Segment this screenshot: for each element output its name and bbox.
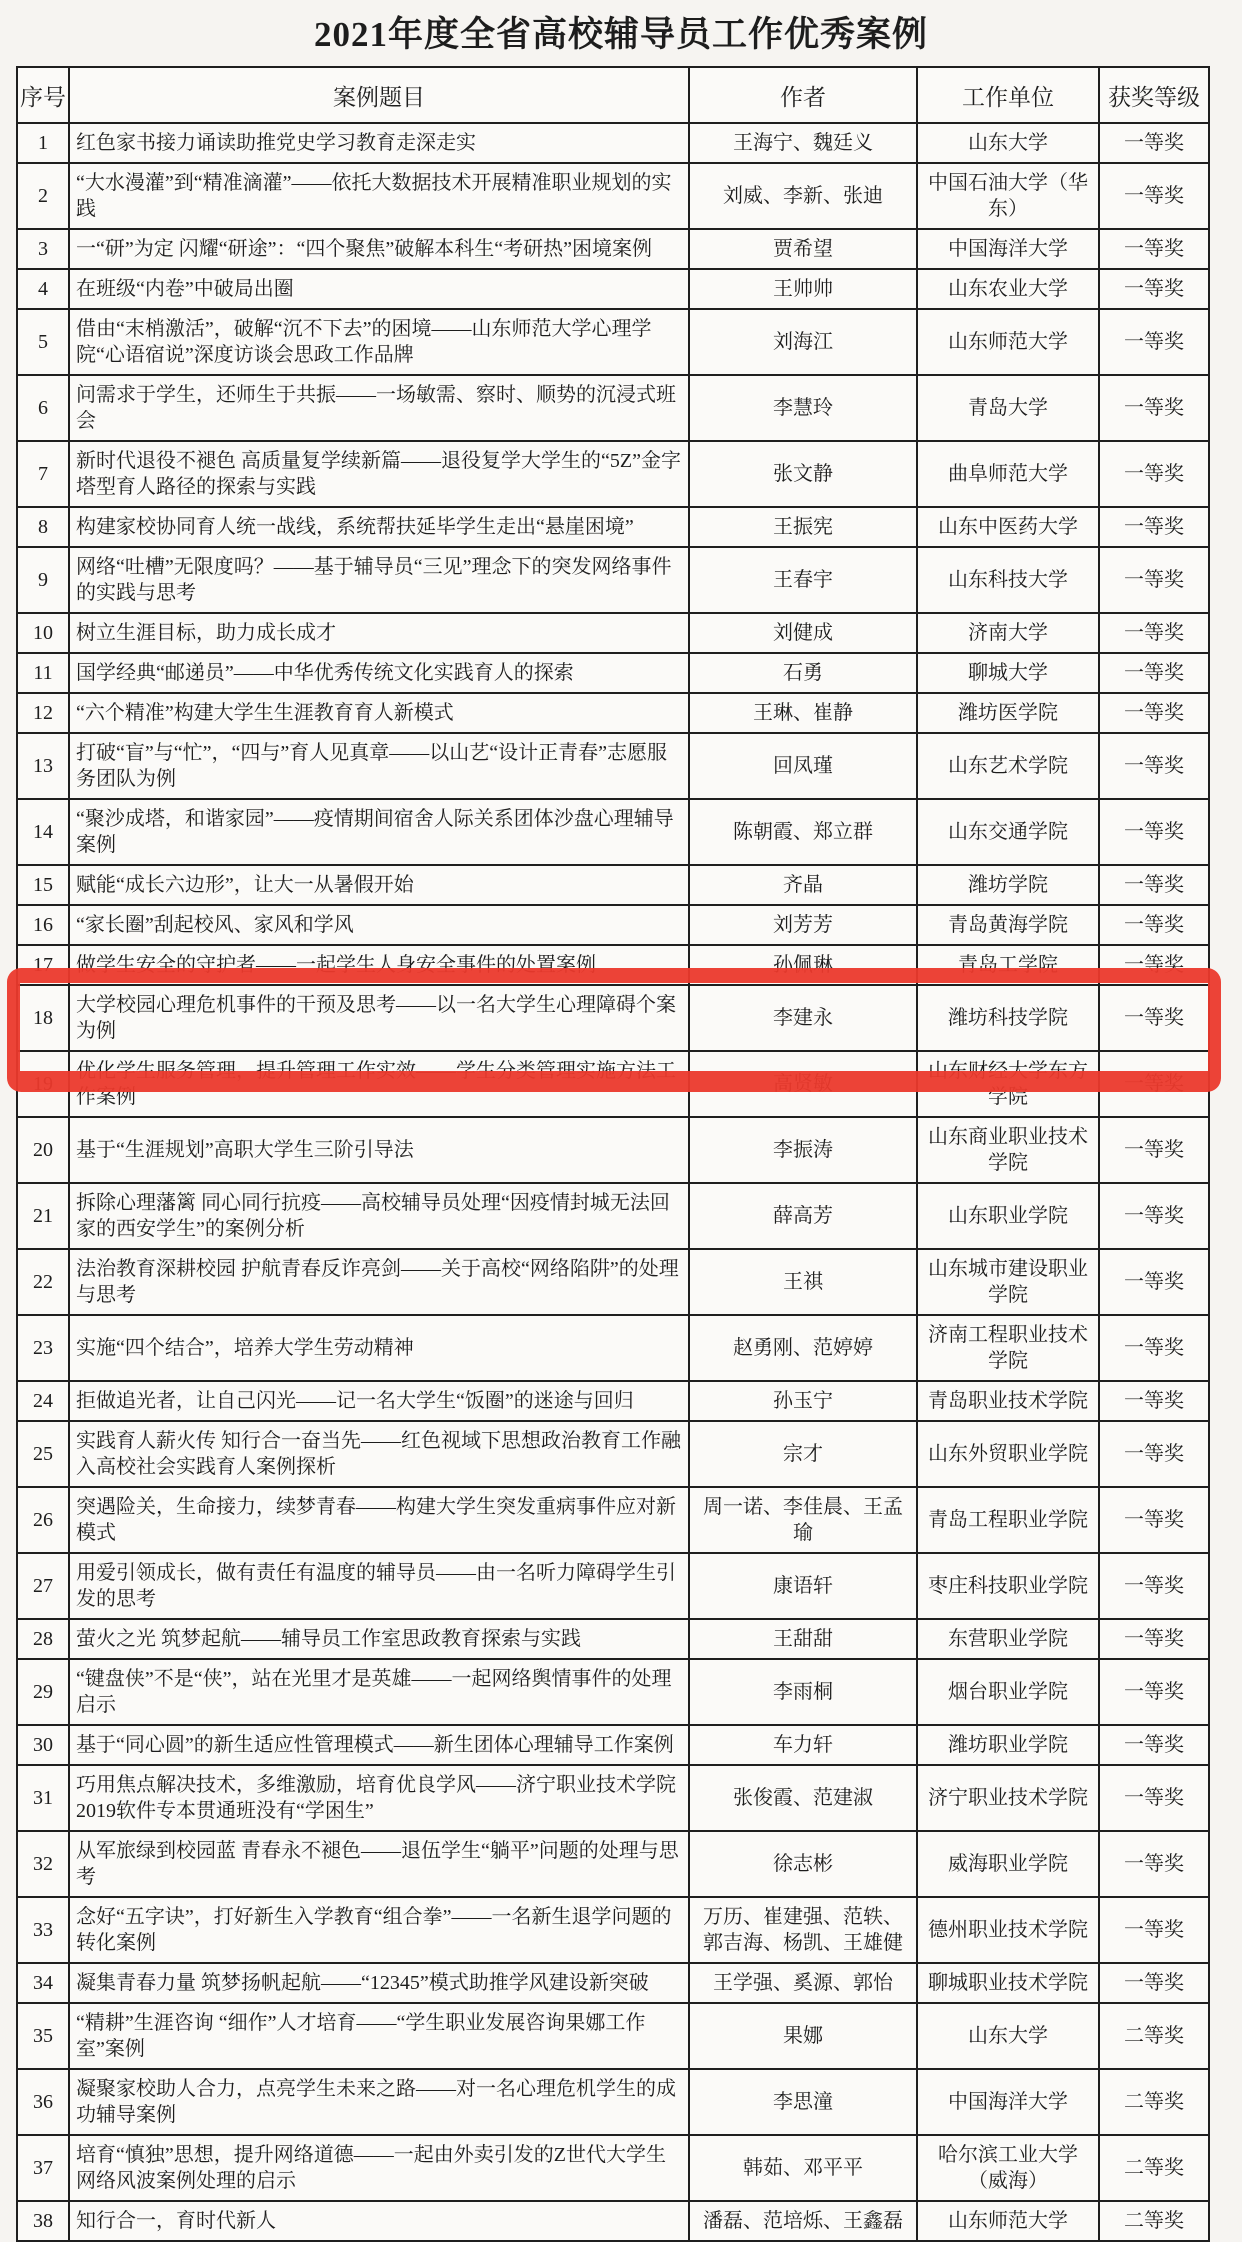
award-cell: 一等奖 [1099, 309, 1209, 375]
unit-cell: 青岛职业技术学院 [917, 1381, 1099, 1421]
row-no-cell: 19 [17, 1051, 69, 1117]
case-title-cell: 从军旅绿到校园蓝 青春永不褪色——退伍学生“躺平”问题的处理与思考 [69, 1831, 689, 1897]
row-no-cell: 24 [17, 1381, 69, 1421]
row-no-cell: 14 [17, 799, 69, 865]
award-cell: 一等奖 [1099, 1831, 1209, 1897]
award-cell: 一等奖 [1099, 905, 1209, 945]
author-cell: 王学强、奚源、郭怡 [689, 1963, 917, 2003]
unit-cell: 青岛黄海学院 [917, 905, 1099, 945]
author-cell: 王甜甜 [689, 1619, 917, 1659]
award-cell: 一等奖 [1099, 1659, 1209, 1725]
table-row [17, 1553, 1209, 1619]
award-cell: 一等奖 [1099, 123, 1209, 163]
award-cell: 一等奖 [1099, 163, 1209, 229]
award-cell: 一等奖 [1099, 229, 1209, 269]
author-cell: 刘威、李新、张迪 [689, 163, 917, 229]
column-header-unit: 工作单位 [917, 67, 1099, 123]
table-row [17, 1051, 1209, 1117]
award-cell: 一等奖 [1099, 985, 1209, 1051]
author-cell: 王琳、崔静 [689, 693, 917, 733]
row-no-cell: 29 [17, 1659, 69, 1725]
author-cell: 韩茹、邓平平 [689, 2135, 917, 2201]
table-row [17, 2003, 1209, 2069]
table-row [17, 905, 1209, 945]
unit-cell: 山东艺术学院 [917, 733, 1099, 799]
table-row [17, 2069, 1209, 2135]
award-cell: 一等奖 [1099, 269, 1209, 309]
unit-cell: 青岛大学 [917, 375, 1099, 441]
case-title-cell: “键盘侠”不是“侠”，站在光里才是英雄——一起网络舆情事件的处理启示 [69, 1659, 689, 1725]
award-cell: 一等奖 [1099, 1487, 1209, 1553]
unit-cell: 山东职业学院 [917, 1183, 1099, 1249]
author-cell: 徐志彬 [689, 1831, 917, 1897]
unit-cell: 山东农业大学 [917, 269, 1099, 309]
award-cell: 一等奖 [1099, 1619, 1209, 1659]
row-no-cell: 2 [17, 163, 69, 229]
unit-cell: 山东外贸职业学院 [917, 1421, 1099, 1487]
row-no-cell: 20 [17, 1117, 69, 1183]
table-row [17, 1963, 1209, 2003]
award-cell: 一等奖 [1099, 1381, 1209, 1421]
unit-cell: 山东师范大学 [917, 2201, 1099, 2241]
table-header-row [17, 67, 1209, 123]
table-row [17, 1619, 1209, 1659]
row-no-cell: 12 [17, 693, 69, 733]
row-no-cell: 28 [17, 1619, 69, 1659]
unit-cell: 山东大学 [917, 123, 1099, 163]
page-title: 2021年度全省高校辅导员工作优秀案例 [313, 15, 928, 54]
unit-cell: 潍坊科技学院 [917, 985, 1099, 1051]
row-no-cell: 27 [17, 1553, 69, 1619]
author-cell: 宗才 [689, 1421, 917, 1487]
author-cell: 赵勇刚、范婷婷 [689, 1315, 917, 1381]
row-no-cell: 4 [17, 269, 69, 309]
unit-cell: 威海职业学院 [917, 1831, 1099, 1897]
award-cell: 一等奖 [1099, 693, 1209, 733]
table-row [17, 1421, 1209, 1487]
case-title-cell: 法治教育深耕校园 护航青春反诈亮剑——关于高校“网络陷阱”的处理与思考 [69, 1249, 689, 1315]
table-row [17, 1249, 1209, 1315]
award-cell: 一等奖 [1099, 1249, 1209, 1315]
cases-table [16, 66, 1210, 2242]
table-row [17, 123, 1209, 163]
award-cell: 一等奖 [1099, 1963, 1209, 2003]
table-row-highlighted [17, 985, 1209, 1051]
author-cell: 张文静 [689, 441, 917, 507]
column-header-index: 序号 [17, 67, 69, 123]
row-no-cell: 38 [17, 2201, 69, 2241]
award-cell: 二等奖 [1099, 2003, 1209, 2069]
case-title-cell: 赋能“成长六边形”，让大一从暑假开始 [69, 865, 689, 905]
case-title-cell: 树立生涯目标，助力成长成才 [69, 613, 689, 653]
case-title-cell: 一“研”为定 闪耀“研途”：“四个聚焦”破解本科生“考研热”困境案例 [69, 229, 689, 269]
award-cell: 一等奖 [1099, 1897, 1209, 1963]
row-no-cell: 33 [17, 1897, 69, 1963]
author-cell: 孙佩琳 [689, 945, 917, 985]
case-title-cell: 用爱引领成长，做有责任有温度的辅导员——由一名听力障碍学生引发的思考 [69, 1553, 689, 1619]
case-title-cell: 网络“吐槽”无限度吗？——基于辅导员“三见”理念下的突发网络事件的实践与思考 [69, 547, 689, 613]
unit-cell: 济南工程职业技术学院 [917, 1315, 1099, 1381]
unit-cell: 德州职业技术学院 [917, 1897, 1099, 1963]
case-title-cell: 在班级“内卷”中破局出圈 [69, 269, 689, 309]
author-cell: 潘磊、范培烁、王鑫磊 [689, 2201, 917, 2241]
unit-cell: 山东交通学院 [917, 799, 1099, 865]
author-cell: 陈朝霞、郑立群 [689, 799, 917, 865]
unit-cell: 潍坊医学院 [917, 693, 1099, 733]
table-row [17, 1117, 1209, 1183]
table-row [17, 865, 1209, 905]
table-row [17, 1315, 1209, 1381]
table-row [17, 1659, 1209, 1725]
award-cell: 一等奖 [1099, 1553, 1209, 1619]
row-no-cell: 31 [17, 1765, 69, 1831]
award-cell: 一等奖 [1099, 1051, 1209, 1117]
unit-cell: 山东师范大学 [917, 309, 1099, 375]
table-row [17, 1897, 1209, 1963]
table-row [17, 1381, 1209, 1421]
author-cell: 王祺 [689, 1249, 917, 1315]
table-row [17, 1487, 1209, 1553]
table-row [17, 309, 1209, 375]
row-no-cell: 26 [17, 1487, 69, 1553]
case-title-cell: 问需求于学生，还师生于共振——一场敏需、察时、顺势的沉浸式班会 [69, 375, 689, 441]
row-no-cell: 1 [17, 123, 69, 163]
author-cell: 石勇 [689, 653, 917, 693]
author-cell: 李慧玲 [689, 375, 917, 441]
award-cell: 一等奖 [1099, 653, 1209, 693]
case-title-cell: 凝集青春力量 筑梦扬帆起航——“12345”模式助推学风建设新突破 [69, 1963, 689, 2003]
author-cell: 万历、崔建强、范轶、郭吉海、杨凯、王雄健 [689, 1897, 917, 1963]
case-title-cell: 念好“五字诀”，打好新生入学教育“组合拳”——一名新生退学问题的转化案例 [69, 1897, 689, 1963]
table-row [17, 441, 1209, 507]
case-title-cell: 凝聚家校助人合力，点亮学生未来之路——对一名心理危机学生的成功辅导案例 [69, 2069, 689, 2135]
table-body [17, 123, 1209, 2241]
unit-cell: 枣庄科技职业学院 [917, 1553, 1099, 1619]
column-header-title: 案例题目 [69, 67, 689, 123]
unit-cell: 山东科技大学 [917, 547, 1099, 613]
row-no-cell: 3 [17, 229, 69, 269]
case-title-cell: “大水漫灌”到“精准滴灌”——依托大数据技术开展精准职业规划的实践 [69, 163, 689, 229]
award-cell: 一等奖 [1099, 1315, 1209, 1381]
row-no-cell: 36 [17, 2069, 69, 2135]
table-row [17, 653, 1209, 693]
award-cell: 一等奖 [1099, 1183, 1209, 1249]
unit-cell: 青岛工学院 [917, 945, 1099, 985]
unit-cell: 青岛工程职业学院 [917, 1487, 1099, 1553]
row-no-cell: 34 [17, 1963, 69, 2003]
row-no-cell: 5 [17, 309, 69, 375]
table-row [17, 269, 1209, 309]
award-cell: 一等奖 [1099, 865, 1209, 905]
row-no-cell: 21 [17, 1183, 69, 1249]
case-title-cell: 知行合一，育时代新人 [69, 2201, 689, 2241]
unit-cell: 山东商业职业技术学院 [917, 1117, 1099, 1183]
case-title-cell: 突遇险关，生命接力，续梦青春——构建大学生突发重病事件应对新模式 [69, 1487, 689, 1553]
case-title-cell: 国学经典“邮递员”——中华优秀传统文化实践育人的探索 [69, 653, 689, 693]
table-row [17, 1183, 1209, 1249]
award-cell: 二等奖 [1099, 2069, 1209, 2135]
row-no-cell: 18 [17, 985, 69, 1051]
unit-cell: 济宁职业技术学院 [917, 1765, 1099, 1831]
author-cell: 果娜 [689, 2003, 917, 2069]
row-no-cell: 10 [17, 613, 69, 653]
author-cell: 回凤瑾 [689, 733, 917, 799]
author-cell: 王帅帅 [689, 269, 917, 309]
column-header-award: 获奖等级 [1099, 67, 1209, 123]
unit-cell: 聊城大学 [917, 653, 1099, 693]
author-cell: 刘健成 [689, 613, 917, 653]
award-cell: 一等奖 [1099, 441, 1209, 507]
award-cell: 一等奖 [1099, 733, 1209, 799]
unit-cell: 潍坊职业学院 [917, 1725, 1099, 1765]
author-cell: 李建永 [689, 985, 917, 1051]
case-title-cell: 基于“同心圆”的新生适应性管理模式——新生团体心理辅导工作案例 [69, 1725, 689, 1765]
table-row [17, 945, 1209, 985]
unit-cell: 曲阜师范大学 [917, 441, 1099, 507]
case-title-cell: 萤火之光 筑梦起航——辅导员工作室思政教育探索与实践 [69, 1619, 689, 1659]
case-title-cell: 优化学生服务管理，提升管理工作实效——学生分类管理实施方法工作案例 [69, 1051, 689, 1117]
unit-cell: 聊城职业技术学院 [917, 1963, 1099, 2003]
case-title-cell: 构建家校协同育人统一战线，系统帮扶延毕学生走出“悬崖困境” [69, 507, 689, 547]
case-title-cell: “聚沙成塔，和谐家园”——疫情期间宿舍人际关系团体沙盘心理辅导案例 [69, 799, 689, 865]
author-cell: 王振宪 [689, 507, 917, 547]
author-cell: 孙玉宁 [689, 1381, 917, 1421]
case-title-cell: 大学校园心理危机事件的干预及思考——以一名大学生心理障碍个案为例 [69, 985, 689, 1051]
row-no-cell: 7 [17, 441, 69, 507]
author-cell: 刘芳芳 [689, 905, 917, 945]
unit-cell: 中国石油大学（华东） [917, 163, 1099, 229]
award-cell: 一等奖 [1099, 1725, 1209, 1765]
table-row [17, 693, 1209, 733]
author-cell: 王海宁、魏廷义 [689, 123, 917, 163]
case-title-cell: 红色家书接力诵读助推党史学习教育走深走实 [69, 123, 689, 163]
unit-cell: 中国海洋大学 [917, 229, 1099, 269]
author-cell: 车力轩 [689, 1725, 917, 1765]
author-cell: 齐晶 [689, 865, 917, 905]
case-title-cell: 做学生安全的守护者——一起学生人身安全事件的处置案例 [69, 945, 689, 985]
row-no-cell: 9 [17, 547, 69, 613]
row-no-cell: 37 [17, 2135, 69, 2201]
award-cell: 二等奖 [1099, 2135, 1209, 2201]
author-cell: 周一诺、李佳晨、王孟瑜 [689, 1487, 917, 1553]
table-row [17, 229, 1209, 269]
author-cell: 高贤敏 [689, 1051, 917, 1117]
row-no-cell: 16 [17, 905, 69, 945]
author-cell: 王春宇 [689, 547, 917, 613]
unit-cell: 山东城市建设职业学院 [917, 1249, 1099, 1315]
row-no-cell: 35 [17, 2003, 69, 2069]
case-title-cell: 拆除心理藩篱 同心同行抗疫——高校辅导员处理“因疫情封城无法回家的西安学生”的案例分析 [69, 1183, 689, 1249]
unit-cell: 烟台职业学院 [917, 1659, 1099, 1725]
case-title-cell: “家长圈”刮起校风、家风和学风 [69, 905, 689, 945]
row-no-cell: 13 [17, 733, 69, 799]
unit-cell: 中国海洋大学 [917, 2069, 1099, 2135]
award-cell: 一等奖 [1099, 1765, 1209, 1831]
table-row [17, 733, 1209, 799]
award-cell: 一等奖 [1099, 1421, 1209, 1487]
author-cell: 康语轩 [689, 1553, 917, 1619]
table-row [17, 2135, 1209, 2201]
author-cell: 李振涛 [689, 1117, 917, 1183]
table-row [17, 507, 1209, 547]
case-title-cell: 打破“盲”与“忙”，“四与”育人见真章——以山艺“设计正青春”志愿服务团队为例 [69, 733, 689, 799]
case-title-cell: 新时代退役不褪色 高质量复学续新篇——退役复学大学生的“5Z”金字塔型育人路径的探索与实践 [69, 441, 689, 507]
case-title-cell: 巧用焦点解决技术，多维激励，培育优良学风——济宁职业技术学院2019软件专本贯通班没有“学困生” [69, 1765, 689, 1831]
case-title-cell: 借由“末梢激活”，破解“沉不下去”的困境——山东师范大学心理学院“心语宿说”深度访谈会思政工作品牌 [69, 309, 689, 375]
award-cell: 一等奖 [1099, 547, 1209, 613]
author-cell: 李思潼 [689, 2069, 917, 2135]
row-no-cell: 8 [17, 507, 69, 547]
table-row [17, 613, 1209, 653]
row-no-cell: 32 [17, 1831, 69, 1897]
award-cell: 二等奖 [1099, 2201, 1209, 2241]
table-row [17, 1765, 1209, 1831]
award-cell: 一等奖 [1099, 613, 1209, 653]
unit-cell: 山东财经大学东方学院 [917, 1051, 1099, 1117]
row-no-cell: 30 [17, 1725, 69, 1765]
case-title-cell: 基于“生涯规划”高职大学生三阶引导法 [69, 1117, 689, 1183]
award-cell: 一等奖 [1099, 945, 1209, 985]
author-cell: 李雨桐 [689, 1659, 917, 1725]
table-row [17, 2201, 1209, 2241]
author-cell: 薛高芳 [689, 1183, 917, 1249]
unit-cell: 潍坊学院 [917, 865, 1099, 905]
column-header-author: 作者 [689, 67, 917, 123]
case-title-cell: 拒做追光者，让自己闪光——记一名大学生“饭圈”的迷途与回归 [69, 1381, 689, 1421]
award-cell: 一等奖 [1099, 1117, 1209, 1183]
author-cell: 张俊霞、范建淑 [689, 1765, 917, 1831]
award-cell: 一等奖 [1099, 799, 1209, 865]
case-title-cell: 实施“四个结合”，培养大学生劳动精神 [69, 1315, 689, 1381]
unit-cell: 济南大学 [917, 613, 1099, 653]
unit-cell: 山东中医药大学 [917, 507, 1099, 547]
author-cell: 刘海江 [689, 309, 917, 375]
unit-cell: 东营职业学院 [917, 1619, 1099, 1659]
table-row [17, 375, 1209, 441]
row-no-cell: 22 [17, 1249, 69, 1315]
row-no-cell: 15 [17, 865, 69, 905]
award-cell: 一等奖 [1099, 375, 1209, 441]
case-title-cell: 实践育人薪火传 知行合一奋当先——红色视域下思想政治教育工作融入高校社会实践育人案例探析 [69, 1421, 689, 1487]
case-title-cell: 培育“慎独”思想，提升网络道德——一起由外卖引发的Z世代大学生网络风波案例处理的启示 [69, 2135, 689, 2201]
table-row [17, 163, 1209, 229]
unit-cell: 哈尔滨工业大学（威海） [917, 2135, 1099, 2201]
table-row [17, 1831, 1209, 1897]
case-title-cell: “六个精准”构建大学生生涯教育育人新模式 [69, 693, 689, 733]
row-no-cell: 6 [17, 375, 69, 441]
unit-cell: 山东大学 [917, 2003, 1099, 2069]
award-cell: 一等奖 [1099, 507, 1209, 547]
case-title-cell: “精耕”生涯咨询 “细作”人才培育——“学生职业发展咨询果娜工作室”案例 [69, 2003, 689, 2069]
row-no-cell: 11 [17, 653, 69, 693]
table-row [17, 547, 1209, 613]
table-row [17, 799, 1209, 865]
author-cell: 贾希望 [689, 229, 917, 269]
row-no-cell: 17 [17, 945, 69, 985]
row-no-cell: 25 [17, 1421, 69, 1487]
row-no-cell: 23 [17, 1315, 69, 1381]
table-row [17, 1725, 1209, 1765]
